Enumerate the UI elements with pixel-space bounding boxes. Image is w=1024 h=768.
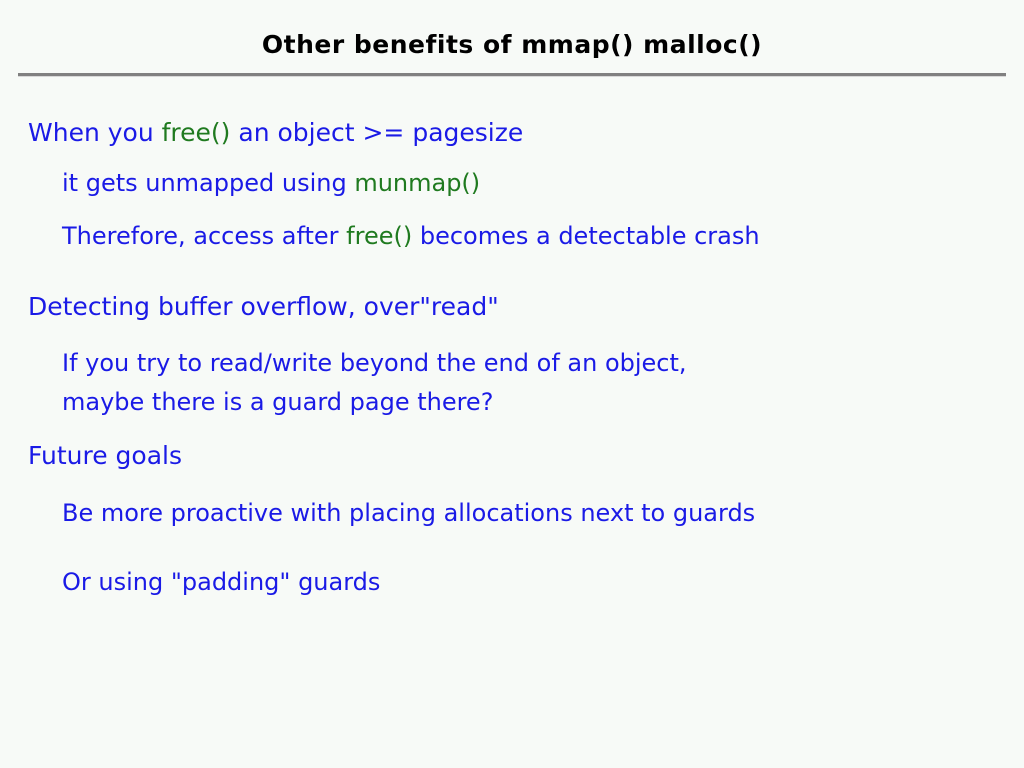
bullet-line [28,440,996,471]
page-title: Other benefits of mmap() malloc() [261,30,763,59]
spacer [28,478,996,498]
text-run: an object >= pagesize [230,118,524,147]
bullet-line [28,291,996,322]
spacer [28,426,996,440]
spacer [28,537,996,567]
bullet-line [62,221,996,252]
text-run: it gets unmapped using [62,169,355,198]
bullet-line [62,567,996,598]
slide-body [0,117,1024,598]
title-divider [18,73,1006,77]
text-run: maybe there is a guard page there? [62,388,494,417]
text-run: When you [28,118,162,147]
code-run: free() [161,118,231,147]
bullet-line [62,348,996,379]
text-run: Therefore, access after [62,222,347,251]
code-run: free() [346,222,413,251]
code-run: munmap() [354,169,481,198]
text-run: Future goals [28,441,183,471]
text-run: Detecting buffer overflow, over"read" [28,291,499,321]
text-run: becomes a detectable crash [412,222,760,251]
spacer [28,261,996,291]
spacer [28,207,996,221]
text-run: Be more proactive with placing allocations next to guards [62,498,756,527]
text-run: If you try to read/write beyond the end of an object, [62,348,687,377]
text-run: Or using "padding" guards [62,567,381,596]
spacer [28,328,996,348]
bullet-line [28,117,996,148]
bullet-line [62,168,996,199]
bullet-line [62,498,996,529]
spacer [28,154,996,168]
bullet-line [62,387,996,418]
